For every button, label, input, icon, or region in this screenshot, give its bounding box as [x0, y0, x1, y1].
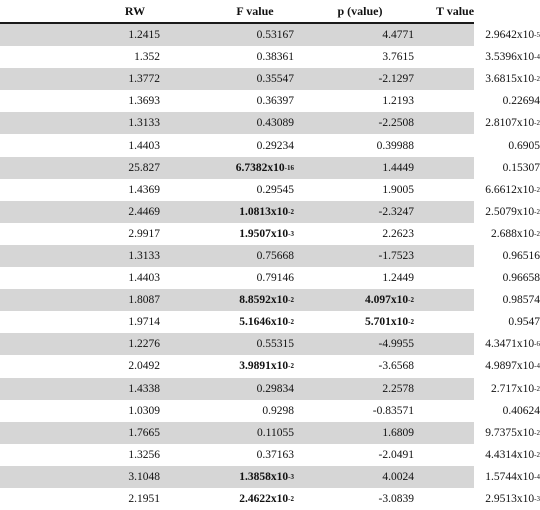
p-value-cell: 5.701x10 -2 [365, 316, 414, 329]
f-value-cell: 0.29545 [256, 183, 294, 196]
rw-cell: 3.1048 [128, 470, 160, 483]
header-p-value: p (value) [337, 3, 383, 18]
t-value-cell: 0.9547 [508, 316, 540, 329]
f-value-cell: 0.9298 [262, 404, 294, 417]
p-value-cell: -2.2508 [378, 117, 414, 130]
table-row [0, 90, 540, 112]
p-value-cell: -3.0839 [378, 493, 414, 506]
table-row [0, 488, 540, 510]
rw-cell: 1.4403 [128, 139, 160, 152]
table-row [0, 68, 540, 90]
t-value-cell: 0.40624 [502, 404, 540, 417]
p-value-cell: -2.1297 [378, 73, 414, 86]
f-value-cell: 0.29834 [256, 382, 294, 395]
f-value-cell: 0.75668 [256, 249, 294, 262]
table-row [0, 223, 540, 245]
rw-cell: 1.7665 [128, 426, 160, 439]
f-value-cell: 2.4622x10 -2 [239, 493, 294, 506]
rw-cell: 1.4403 [128, 272, 160, 285]
f-value-cell: 0.38361 [256, 51, 294, 64]
rw-cell: 25.827 [128, 161, 160, 174]
f-value-cell: 3.9891x10 -2 [239, 360, 294, 373]
rw-cell: 1.352 [134, 51, 160, 64]
rw-cell: 1.0309 [128, 404, 160, 417]
p-value-cell: 3.7615 [382, 51, 414, 64]
table-row [0, 46, 540, 68]
header-t-value: T value [435, 3, 475, 18]
table-row [0, 245, 540, 267]
table-header [0, 0, 474, 22]
t-value-cell: 2.717x10 -2 [491, 382, 540, 395]
table-row [0, 444, 540, 466]
p-value-cell: 1.4449 [382, 161, 414, 174]
t-value-cell: 0.22694 [502, 95, 540, 108]
rw-cell: 1.4369 [128, 183, 160, 196]
t-value-cell: 4.9897x10 -4 [485, 360, 540, 373]
f-value-cell: 5.1646x10 -2 [239, 316, 294, 329]
rw-cell: 1.3133 [128, 117, 160, 130]
f-value-cell: 6.7382x10 -16 [235, 161, 294, 174]
table-row [0, 333, 540, 355]
table-row [0, 267, 540, 289]
rw-cell: 1.3772 [128, 73, 160, 86]
p-value-cell: 4.0024 [382, 470, 414, 483]
p-value-cell: -2.3247 [378, 205, 414, 218]
p-value-cell: 1.2193 [382, 95, 414, 108]
p-value-cell: 2.2578 [382, 382, 414, 395]
f-value-cell: 0.29234 [256, 139, 294, 152]
table-row [0, 24, 540, 46]
rw-cell: 1.3133 [128, 249, 160, 262]
f-value-cell: 1.9507x10 -3 [239, 227, 294, 240]
t-value-cell: 0.96516 [502, 249, 540, 262]
f-value-cell: 0.43089 [256, 117, 294, 130]
p-value-cell: 2.2623 [382, 227, 414, 240]
p-value-cell: 1.6809 [382, 426, 414, 439]
f-value-cell: 0.35547 [256, 73, 294, 86]
rw-cell: 2.9917 [128, 227, 160, 240]
header-f-value: F value [236, 3, 274, 18]
f-value-cell: 1.3858x10 -3 [239, 470, 294, 483]
t-value-cell: 0.6905 [508, 139, 540, 152]
t-value-cell: 6.6612x10 -2 [485, 183, 540, 196]
p-value-cell: 1.9005 [382, 183, 414, 196]
table-row [0, 179, 540, 201]
t-value-cell: 2.9642x10 -5 [485, 29, 540, 42]
t-value-cell: 0.98574 [502, 294, 540, 307]
t-value-cell: 2.5079x10 -2 [485, 205, 540, 218]
table-row [0, 157, 540, 179]
table-row [0, 289, 540, 311]
p-value-cell: -0.83571 [372, 404, 414, 417]
table-row [0, 422, 540, 444]
f-value-cell: 0.55315 [256, 338, 294, 351]
f-value-cell: 1.0813x10 -2 [239, 205, 294, 218]
p-value-cell: -1.7523 [378, 249, 414, 262]
p-value-cell: 0.39988 [376, 139, 414, 152]
t-value-cell: 4.3471x10 -6 [485, 338, 540, 351]
p-value-cell: 1.2449 [382, 272, 414, 285]
table-body [0, 24, 540, 510]
t-value-cell: 9.7375x10 -2 [485, 426, 540, 439]
rw-cell: 1.3256 [128, 448, 160, 461]
t-value-cell: 3.6815x10 -2 [485, 73, 540, 86]
table-row [0, 201, 540, 223]
table-row [0, 355, 540, 377]
rw-cell: 2.4469 [128, 205, 160, 218]
table-row [0, 311, 540, 333]
f-value-cell: 8.8592x10 -2 [239, 294, 294, 307]
f-value-cell: 0.79146 [256, 272, 294, 285]
t-value-cell: 0.96658 [502, 272, 540, 285]
rw-cell: 1.2276 [128, 338, 160, 351]
rw-cell: 1.8087 [128, 294, 160, 307]
t-value-cell: 4.4314x10 -2 [485, 448, 540, 461]
t-value-cell: 1.5744x10 -4 [485, 470, 540, 483]
p-value-cell: 4.4771 [382, 29, 414, 42]
p-value-cell: -2.0491 [378, 448, 414, 461]
p-value-cell: -3.6568 [378, 360, 414, 373]
p-value-cell: 4.097x10 -2 [365, 294, 414, 307]
t-value-cell: 2.8107x10 -2 [485, 117, 540, 130]
table-row [0, 400, 540, 422]
f-value-cell: 0.36397 [256, 95, 294, 108]
table-row [0, 466, 540, 488]
f-value-cell: 0.37163 [256, 448, 294, 461]
t-value-cell: 2.688x10 -2 [491, 227, 540, 240]
rw-cell: 2.1951 [128, 493, 160, 506]
header-rw: RW [124, 3, 146, 18]
rw-cell: 1.9714 [128, 316, 160, 329]
rw-cell: 2.0492 [128, 360, 160, 373]
rw-cell: 1.3693 [128, 95, 160, 108]
p-value-cell: -4.9955 [378, 338, 414, 351]
rw-cell: 1.4338 [128, 382, 160, 395]
t-value-cell: 3.5396x10 -4 [485, 51, 540, 64]
table-row [0, 112, 540, 134]
t-value-cell: 0.15307 [502, 161, 540, 174]
f-value-cell: 0.11055 [257, 426, 294, 439]
rw-cell: 1.2415 [128, 29, 160, 42]
table-row [0, 134, 540, 156]
t-value-cell: 2.9513x10 -3 [485, 493, 540, 506]
f-value-cell: 0.53167 [256, 29, 294, 42]
table-row [0, 378, 540, 400]
